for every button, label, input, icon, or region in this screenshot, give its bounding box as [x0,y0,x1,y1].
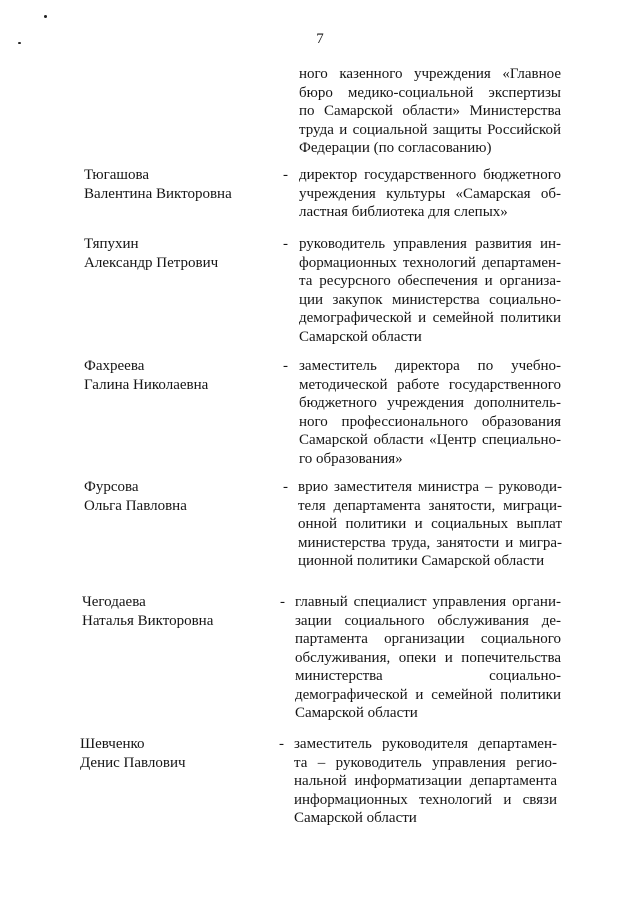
member-surname: Фахреева [84,358,145,374]
desc-line: министерства социально- [295,668,561,684]
member-name [80,735,270,772]
desc-line: онной политики и социальных выплат [298,516,562,532]
desc-line: методической работе государственного [299,376,561,393]
member-position [299,235,561,346]
desc-line: Самарской области [294,810,417,826]
dash-separator: - [283,236,288,252]
desc-line: партамента организации социального [295,631,561,647]
scan-speck [44,15,47,18]
desc-line: ционной политики Самарской области [298,553,545,569]
desc-line: бюро медико-социальной экспертизы [299,84,561,101]
desc-line: формационных технологий департамен- [299,254,561,271]
desc-line: Самарской области «Центр специально- [299,432,561,448]
dash-separator: - [283,479,288,495]
desc-line: нальной информатизации департамента [294,773,557,789]
desc-line: демографической и семейной политики [299,310,561,326]
member-given-names: Валентина Викторовна [84,185,232,202]
desc-line: директор государственного бюджетного [299,167,561,183]
desc-line: Федерации (по согласованию) [299,140,492,156]
dash-separator: - [283,167,288,183]
member-given-names: Денис Павлович [80,754,186,771]
member-surname: Тюгашова [84,167,150,183]
desc-line: информационных технологий и связи [294,791,557,808]
desc-line: демографической и семейной политики [295,686,561,703]
desc-line: зации социального обслуживания де- [295,612,561,629]
dash-separator: - [280,594,285,610]
member-position [299,166,561,222]
desc-line: учреждения культуры «Самарская об- [299,185,561,202]
member-given-names: Галина Николаевна [84,376,209,393]
member-surname: Фурсова [84,479,139,495]
desc-line: заместитель директора по учебно- [299,358,561,374]
desc-line: го образования» [299,450,403,467]
dash-separator: - [283,358,288,374]
desc-line: руководитель управления развития ин- [299,236,561,252]
desc-line: ного казенного учреждения «Главное [299,66,561,82]
desc-line: ластная библиотека для слепых» [299,204,508,220]
dash-separator: - [279,736,284,752]
member-name [84,166,274,203]
member-surname: Шевченко [80,736,145,752]
desc-line: заместитель руководителя департамен- [294,736,557,752]
desc-line: Самарской области [295,705,418,721]
member-surname: Чегодаева [82,594,146,610]
desc-line: министерства труда, занятости и мигра- [298,534,562,551]
desc-line: труда и социальной защиты Российской [299,121,561,138]
member-name [84,478,274,515]
member-given-names: Александр Петрович [84,254,219,271]
desc-line: Самарской области [299,328,422,345]
desc-line: теля департамента занятости, миграци- [298,497,562,514]
member-given-names: Ольга Павловна [84,497,187,514]
desc-line: бюджетного учреждения дополнитель- [299,395,561,411]
desc-line: та ресурсного обеспечения и организа- [299,273,561,289]
member-position [299,357,561,468]
page-number: 7 [316,31,324,47]
member-position [294,735,557,828]
member-name [84,357,274,394]
continuation-text [299,65,561,158]
desc-line: ции закупок министерства социально- [299,291,561,308]
desc-line: по Самарской области» Министерства [299,103,561,119]
member-name [82,593,272,630]
desc-line: обслуживания, опеки и попечительства [295,649,561,666]
member-surname: Тяпухин [84,236,139,252]
desc-line: та – руководитель управления регио- [294,754,557,771]
member-position [295,593,561,723]
desc-line: врио заместителя министра – руководи- [298,479,562,495]
member-position [298,478,562,571]
desc-line: ного профессионального образования [299,413,561,430]
member-given-names: Наталья Викторовна [82,612,214,629]
member-name [84,235,274,272]
desc-line: главный специалист управления органи- [295,594,561,610]
